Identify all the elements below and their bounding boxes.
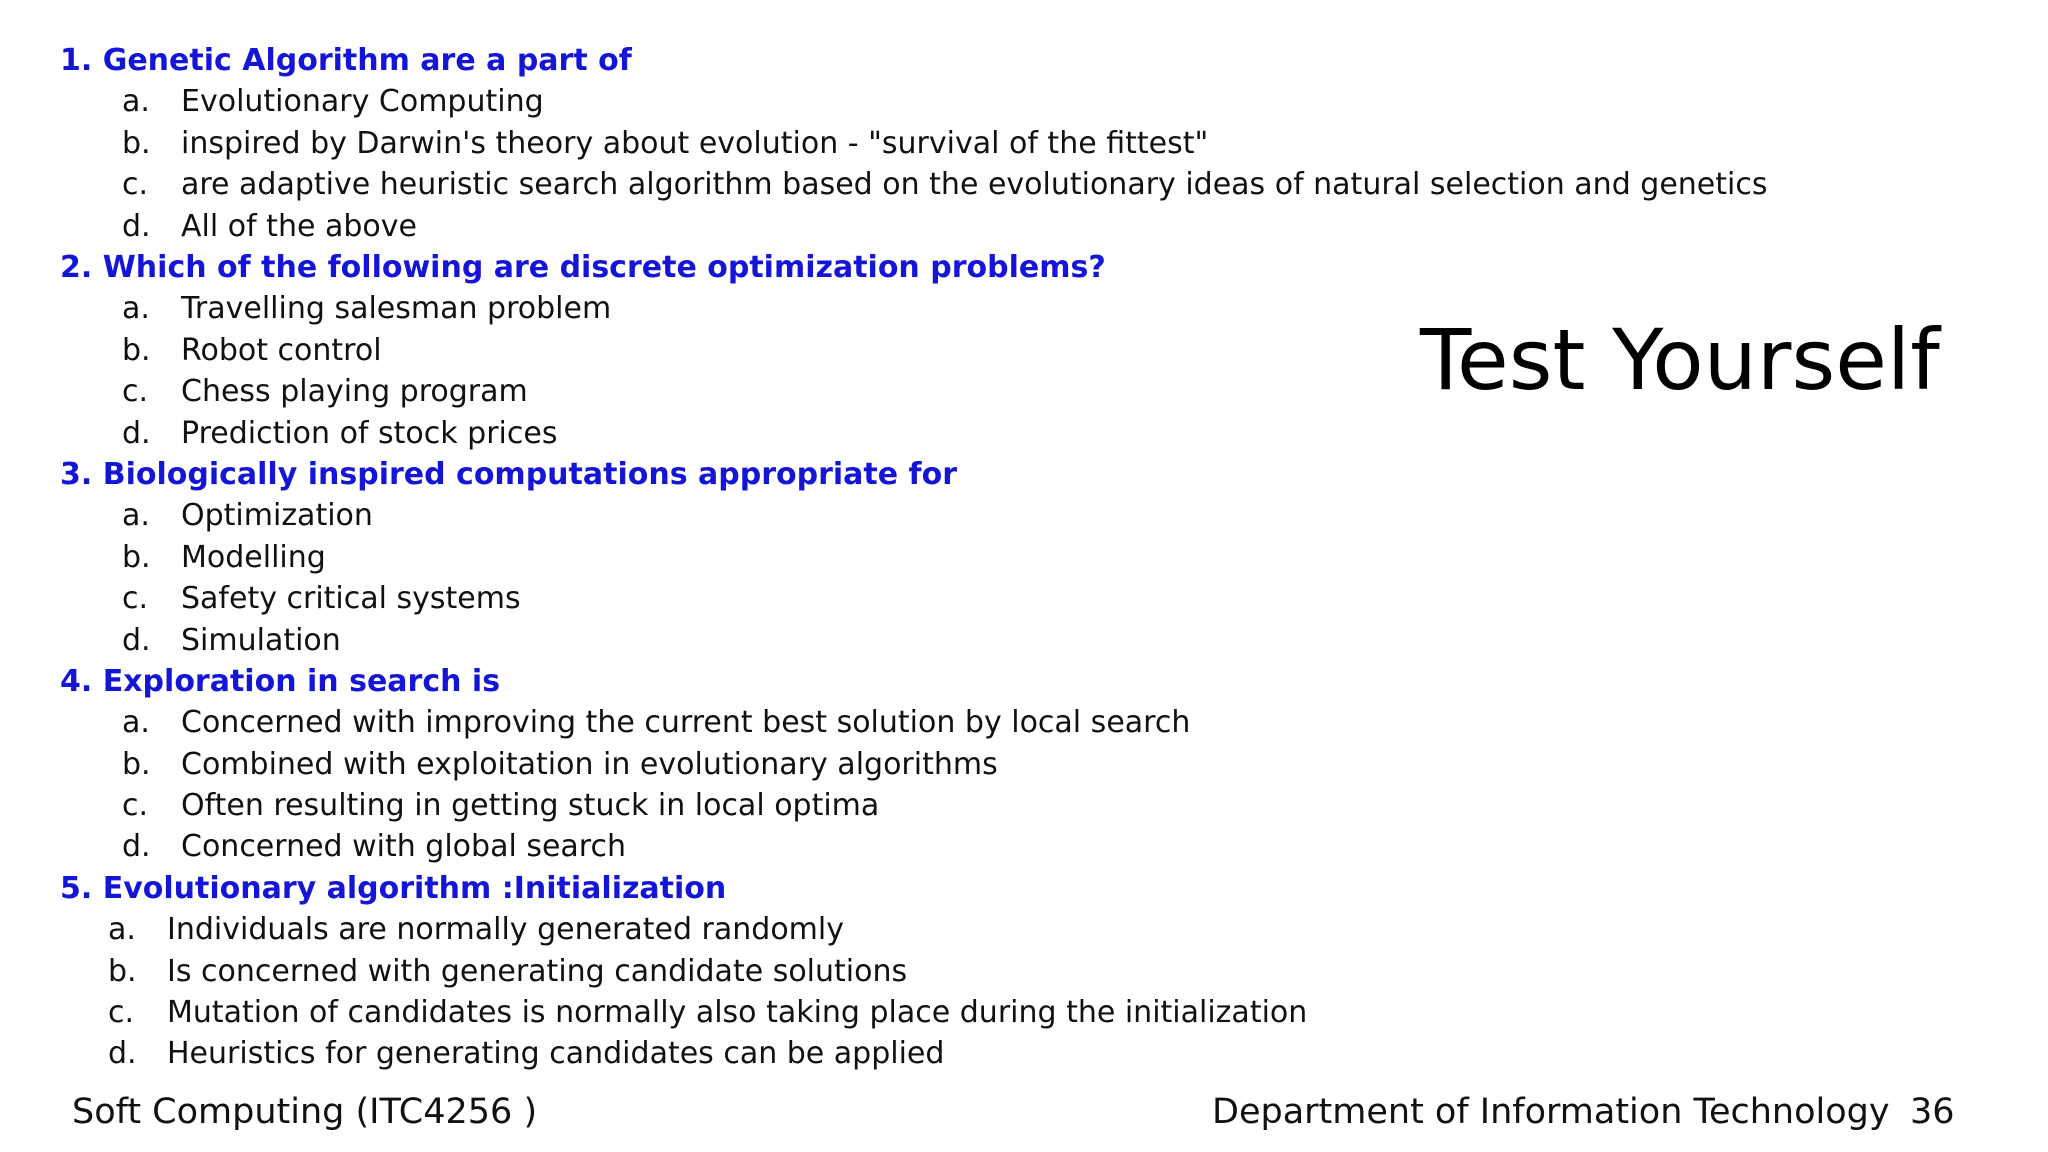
option-text: Chess playing program — [181, 374, 528, 410]
option-text: are adaptive heuristic search algorithm based on the evolutionary ideas of natural selection and genetics — [181, 167, 1768, 203]
option-a — [60, 909, 1660, 950]
option-d — [60, 1033, 1660, 1074]
option-letter: b. — [108, 953, 137, 989]
option-letter: b. — [122, 332, 151, 368]
option-letter: a. — [122, 291, 150, 327]
option-text: Optimization — [181, 498, 373, 534]
option-c — [60, 785, 1660, 826]
option-text: Is concerned with generating candidate solutions — [167, 953, 908, 989]
option-text: Modelling — [181, 539, 326, 575]
option-letter: d. — [122, 208, 151, 244]
option-b — [60, 744, 1660, 785]
option-letter: d. — [108, 1036, 137, 1072]
option-letter: a. — [122, 705, 150, 741]
option-d — [60, 413, 1660, 454]
option-text: Combined with exploitation in evolutionary algorithms — [181, 746, 998, 782]
option-a — [60, 81, 1660, 122]
option-letter: c. — [122, 581, 149, 617]
option-text: All of the above — [181, 208, 417, 244]
question-1 — [60, 40, 1768, 247]
question-title: 1. Genetic Algorithm are a part of — [60, 43, 632, 78]
option-letter: b. — [122, 539, 151, 575]
option-a — [60, 495, 1660, 536]
question-title: 5. Evolutionary algorithm :Initialization — [60, 870, 727, 906]
option-text: Safety critical systems — [181, 581, 521, 617]
question-title: 2. Which of the following are discrete optimization problems? — [60, 249, 1106, 285]
option-d — [60, 206, 1660, 247]
question-3 — [60, 454, 1660, 661]
option-text: Robot control — [181, 332, 382, 368]
option-text: Simulation — [181, 622, 341, 658]
option-d — [60, 620, 1660, 661]
option-letter: c. — [122, 788, 149, 824]
question-title: 3. Biologically inspired computations appropriate for — [60, 456, 957, 492]
page-number: 36 — [1910, 1092, 1955, 1132]
option-letter: c. — [122, 167, 149, 203]
option-a — [60, 702, 1660, 743]
option-text: Concerned with global search — [181, 829, 626, 865]
question-title: 4. Exploration in search is — [60, 663, 501, 699]
option-b — [60, 951, 1660, 992]
option-letter: c. — [108, 995, 135, 1031]
option-text: Heuristics for generating candidates can be applied — [167, 1036, 945, 1072]
option-c — [60, 992, 1660, 1033]
option-letter: a. — [122, 498, 150, 534]
footer-department: Department of Information Technology — [1212, 1092, 1890, 1132]
option-letter: d. — [122, 415, 151, 451]
side-title: Test Yourself — [1420, 311, 1940, 409]
option-b — [60, 123, 1660, 164]
question-5 — [60, 868, 1660, 1075]
footer-course: Soft Computing (ITC4256 ) — [72, 1092, 538, 1132]
option-text: Concerned with improving the current best solution by local search — [181, 705, 1191, 741]
option-text: Individuals are normally generated randomly — [167, 912, 844, 948]
option-text: Travelling salesman problem — [181, 291, 612, 327]
option-b — [60, 537, 1660, 578]
option-letter: b. — [122, 125, 151, 161]
option-text: Evolutionary Computing — [181, 84, 544, 120]
question-4 — [60, 661, 1660, 868]
option-letter: b. — [122, 746, 151, 782]
option-letter: d. — [122, 829, 151, 865]
option-d — [60, 826, 1660, 867]
option-text: Prediction of stock prices — [181, 415, 558, 451]
option-letter: d. — [122, 622, 151, 658]
option-letter: c. — [122, 374, 149, 410]
option-letter: a. — [122, 84, 150, 120]
option-letter: a. — [108, 912, 136, 948]
option-text: Often resulting in getting stuck in local optima — [181, 788, 880, 824]
option-text: Mutation of candidates is normally also taking place during the initialization — [167, 995, 1308, 1031]
option-text: inspired by Darwin's theory about evolution - "survival of the fittest" — [181, 125, 1209, 161]
option-c — [60, 164, 1768, 205]
option-c — [60, 578, 1660, 619]
